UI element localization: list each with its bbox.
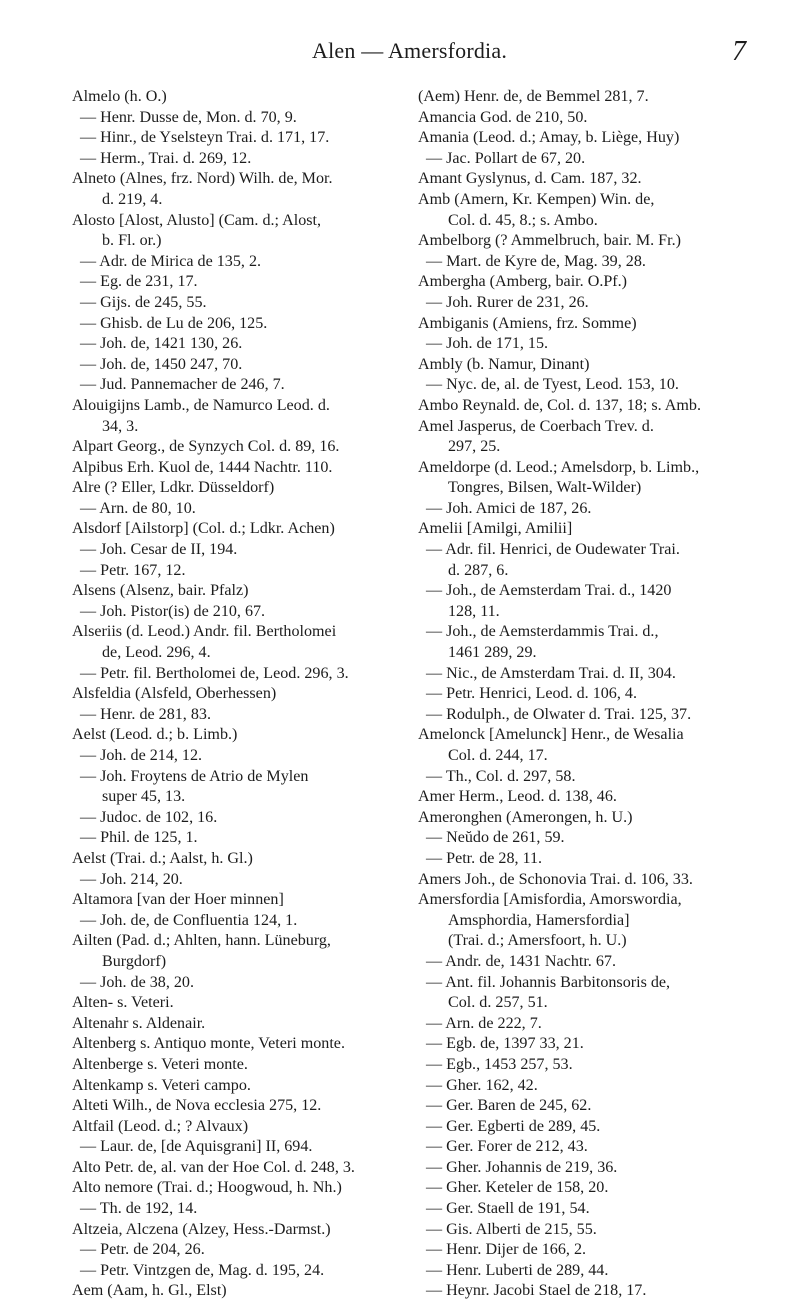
index-continuation-line: 1461 289, 29. (448, 644, 537, 662)
index-subentry: — Henr. de 281, 83. (80, 705, 211, 723)
index-entry: Amelii [Amilgi, Amilii] (418, 520, 573, 538)
index-entry: Aelst (Leod. d.; b. Limb.) (72, 726, 238, 744)
index-subentry: — Jac. Pollart de 67, 20. (426, 149, 586, 167)
index-subentry: — Judoc. de 102, 16. (80, 808, 218, 826)
index-continuation-line: 128, 11. (448, 602, 500, 620)
index-continuation-line: (Trai. d.; Amersfoort, h. U.) (448, 932, 627, 950)
index-continuation-line: Col. d. 45, 8.; s. Ambo. (448, 211, 598, 229)
index-continuation-line: Col. d. 244, 17. (448, 747, 548, 764)
index-subentry: — Jud. Pannemacher de 246, 7. (80, 376, 285, 394)
index-subentry: — Mart. de Kyre de, Mag. 39, 28. (426, 252, 646, 270)
index-entry: Alsfeldia (Alsfeld, Oberhessen) (72, 685, 277, 703)
index-subentry: — Petr. de 204, 26. (80, 1241, 205, 1259)
index-subentry: — Joh. Rurer de 231, 26. (426, 293, 589, 311)
index-continuation-line: b. Fl. or.) (102, 232, 162, 250)
index-continuation-line: 297, 25. (448, 438, 501, 456)
index-entry: Altenkamp s. Veteri campo. (72, 1076, 251, 1094)
index-continuation-line: Tongres, Bilsen, Walt-Wilder) (448, 479, 642, 497)
index-subentry: — Petr. 167, 12. (80, 561, 186, 579)
index-subentry: — Petr. de 28, 11. (426, 849, 543, 867)
index-subentry: — Joh. de 171, 15. (426, 335, 549, 353)
index-subentry: — Joh. Froytens de Atrio de Mylen (80, 767, 309, 785)
index-subentry: — Hinr., de Yselsteyn Trai. d. 171, 17. (80, 129, 330, 147)
index-entry: Amania (Leod. d.; Amay, b. Liège, Huy) (418, 129, 680, 147)
index-subentry: — Gher. Keteler de 158, 20. (426, 1179, 609, 1197)
index-entry: Amelonck [Amelunck] Henr., de Wesalia (418, 726, 684, 744)
index-subentry: — Neŭdo de 261, 59. (426, 829, 565, 847)
index-entry: Ambiganis (Amiens, frz. Somme) (418, 314, 637, 332)
index-entry: Ameronghen (Amerongen, h. U.) (418, 808, 633, 826)
left-column (72, 87, 432, 1302)
index-entry: Alouigijns Lamb., de Namurco Leod. d. (72, 396, 330, 414)
index-subentry: — Gis. Alberti de 215, 55. (426, 1220, 597, 1238)
index-subentry: — Joh. Pistor(is) de 210, 67. (80, 602, 266, 620)
index-entry: Aem (Aam, h. Gl., Elst) (72, 1282, 227, 1300)
index-subentry: — Henr. Dijer de 166, 2. (426, 1241, 587, 1259)
index-continuation-line: Burgdorf) (102, 952, 167, 970)
index-subentry: — Joh., de Aemsterdam Trai. d., 1420 (426, 582, 672, 600)
index-entry: Amant Gyslynus, d. Cam. 187, 32. (418, 170, 642, 188)
index-subentry: — Gher. 162, 42. (426, 1076, 538, 1094)
index-subentry: — Ger. Staell de 191, 54. (426, 1200, 590, 1218)
index-continuation-line: super 45, 13. (102, 788, 186, 806)
index-entry: Altzeia, Alczena (Alzey, Hess.-Darmst.) (72, 1220, 331, 1238)
index-continuation-line: Amsphordia, Hamersfordia] (448, 911, 630, 929)
index-continuation-line: de, Leod. 296, 4. (102, 644, 211, 662)
index-entry: Amel Jasperus, de Coerbach Trev. d. (418, 417, 654, 435)
index-subentry: — Adr. fil. Henrici, de Oudewater Trai. (426, 541, 680, 559)
page-number: 7 (732, 36, 746, 67)
index-continuation-line: Col. d. 257, 51. (448, 994, 548, 1012)
index-subentry: — Joh., de Aemsterdammis Trai. d., (426, 623, 659, 641)
index-entry: Altenahr s. Aldenair. (72, 1014, 206, 1032)
index-entry: Ambelborg (? Ammelbruch, bair. M. Fr.) (418, 232, 681, 250)
index-subentry: — Eg. de 231, 17. (80, 273, 198, 291)
index-entry: Altenberge s. Veteri monte. (72, 1055, 248, 1073)
index-subentry: — Joh. Amici de 187, 26. (426, 499, 592, 517)
index-entry: (Aem) Henr. de, de Bemmel 281, 7. (418, 88, 649, 105)
index-subentry: — Ger. Baren de 245, 62. (426, 1097, 592, 1115)
index-subentry: — Herm., Trai. d. 269, 12. (80, 149, 252, 167)
index-subentry: — Nyc. de, al. de Tyest, Leod. 153, 10. (426, 376, 679, 394)
index-subentry: — Henr. Luberti de 289, 44. (426, 1261, 609, 1279)
index-entry: Ambo Reynald. de, Col. d. 137, 18; s. Amb. (418, 396, 701, 414)
running-head (0, 38, 800, 74)
index-entry: Amb (Amern, Kr. Kempen) Win. de, (418, 190, 655, 208)
index-subentry: — Petr. Vintzgen de, Mag. d. 195, 24. (80, 1261, 325, 1279)
index-subentry: — Joh. 214, 20. (80, 870, 183, 888)
index-entry: Ameldorpe (d. Leod.; Amelsdorp, b. Limb., (418, 458, 700, 476)
index-subentry: — Joh. de, de Confluentia 124, 1. (80, 911, 298, 929)
index-subentry: — Joh. de 38, 20. (80, 973, 194, 991)
index-entry: Amer Herm., Leod. d. 138, 46. (418, 788, 617, 806)
index-entry: Ambly (b. Namur, Dinant) (418, 355, 590, 373)
index-entry: Alsdorf [Ailstorp] (Col. d.; Ldkr. Achen) (72, 520, 335, 538)
index-entry: Alneto (Alnes, frz. Nord) Wilh. de, Mor. (72, 170, 333, 188)
index-entry: Alosto [Alost, Alusto] (Cam. d.; Alost, (72, 211, 322, 229)
index-subentry: — Arn. de 80, 10. (80, 499, 196, 517)
index-entry: Alto nemore (Trai. d.; Hoogwoud, h. Nh.) (72, 1179, 342, 1197)
index-subentry: — Rodulph., de Olwater d. Trai. 125, 37. (426, 705, 692, 723)
index-subentry: — Egb. de, 1397 33, 21. (426, 1035, 584, 1053)
index-continuation-line: d. 287, 6. (448, 561, 509, 579)
index-subentry: — Ghisb. de Lu de 206, 125. (80, 314, 268, 332)
index-entry: Altfail (Leod. d.; ? Alvaux) (72, 1117, 249, 1135)
index-subentry: — Adr. de Mirica de 135, 2. (80, 252, 262, 270)
index-subentry: — Henr. Dusse de, Mon. d. 70, 9. (80, 108, 297, 126)
index-subentry: — Joh. de, 1421 130, 26. (80, 335, 243, 353)
index-subentry: — Gijs. de 245, 55. (80, 293, 207, 311)
index-entry: Alpibus Erh. Kuol de, 1444 Nachtr. 110. (72, 458, 333, 476)
index-entry: Aelst (Trai. d.; Aalst, h. Gl.) (72, 849, 253, 867)
index-subentry: — Ger. Egberti de 289, 45. (426, 1117, 601, 1135)
running-title: Alen — Amersfordia. (312, 38, 508, 63)
index-entry: Alsens (Alsenz, bair. Pfalz) (72, 582, 249, 600)
index-subentry: — Th. de 192, 14. (80, 1200, 198, 1218)
index-entry: Alten- s. Veteri. (72, 994, 174, 1012)
index-subentry: — Th., Col. d. 297, 58. (426, 767, 576, 785)
index-subentry: — Joh. de, 1450 247, 70. (80, 355, 243, 373)
index-subentry: — Andr. de, 1431 Nachtr. 67. (426, 952, 616, 970)
index-entry: Ailten (Pad. d.; Ahlten, hann. Lüneburg, (72, 932, 331, 950)
index-subentry: — Arn. de 222, 7. (426, 1014, 542, 1032)
index-entry: Alre (? Eller, Ldkr. Düsseldorf) (72, 479, 275, 497)
index-subentry: — Joh. de 214, 12. (80, 747, 203, 764)
index-entry: Alteti Wilh., de Nova ecclesia 275, 12. (72, 1097, 322, 1115)
index-subentry: — Ant. fil. Johannis Barbitonsoris de, (426, 973, 671, 991)
index-subentry: — Egb., 1453 257, 53. (426, 1055, 573, 1073)
index-subentry: — Nic., de Amsterdam Trai. d. II, 304. (426, 664, 676, 682)
index-subentry: — Petr. Henrici, Leod. d. 106, 4. (426, 685, 637, 703)
index-subentry: — Heynr. Jacobi Stael de 218, 17. (426, 1282, 647, 1300)
index-entry: Altamora [van der Hoer minnen] (72, 891, 284, 909)
index-entry: Alseriis (d. Leod.) Andr. fil. Bertholomei (72, 623, 337, 641)
index-entry: Alto Petr. de, al. van der Hoe Col. d. 248, 3. (72, 1158, 355, 1176)
index-entry: Amancia God. de 210, 50. (418, 108, 588, 126)
index-subentry: — Petr. fil. Bertholomei de, Leod. 296, 3. (80, 664, 349, 682)
index-subentry: — Phil. de 125, 1. (80, 829, 198, 847)
index-subentry: — Joh. Cesar de II, 194. (80, 541, 238, 559)
index-entry: Ambergha (Amberg, bair. O.Pf.) (418, 273, 628, 291)
index-continuation-line: d. 219, 4. (102, 190, 163, 208)
index-subentry: — Laur. de, [de Aquisgrani] II, 694. (80, 1138, 313, 1156)
right-column (418, 87, 770, 1302)
index-continuation-line: 34, 3. (102, 417, 139, 435)
index-entry: Amers Joh., de Schonovia Trai. d. 106, 33. (418, 870, 693, 888)
index-entry: Almelo (h. O.) (72, 88, 167, 105)
index-entry: Alpart Georg., de Synzych Col. d. 89, 16. (72, 438, 340, 456)
index-subentry: — Gher. Johannis de 219, 36. (426, 1158, 618, 1176)
index-entry: Altenberg s. Antiquo monte, Veteri monte. (72, 1035, 345, 1053)
index-subentry: — Ger. Forer de 212, 43. (426, 1138, 588, 1156)
index-entry: Amersfordia [Amisfordia, Amorswordia, (418, 891, 682, 909)
